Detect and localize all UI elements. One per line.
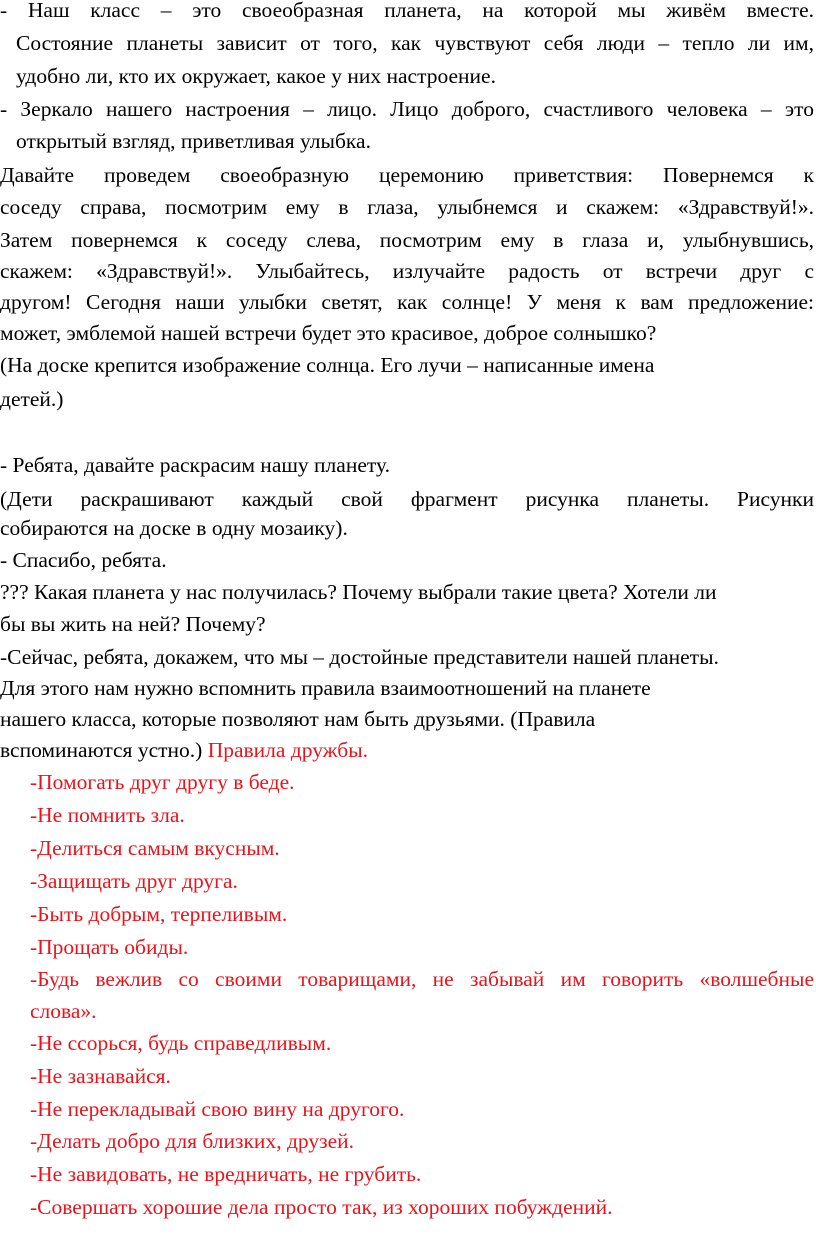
rule-item: -Не зазнавайся.: [30, 1064, 171, 1088]
body-line: -Сейчас, ребята, докажем, что мы – достойные представители нашей планеты.: [0, 645, 719, 669]
rule-item: -Помогать друг другу в беде.: [30, 770, 295, 794]
body-line: - Ребята, давайте раскрасим нашу планету.: [0, 453, 390, 477]
intro-line: открытый взгляд, приветливая улыбка.: [16, 129, 371, 153]
rule-item: -Не ссорься, будь справедливым.: [30, 1031, 332, 1055]
body-line: ??? Какая планета у нас получилась? Почему выбрали такие цвета? Хотели ли: [0, 580, 717, 604]
rules-heading: Правила дружбы.: [207, 738, 369, 762]
rules-intro-text: вспоминаются устно.): [0, 738, 203, 762]
rule-item: -Совершать хорошие дела просто так, из хороших побуждений.: [30, 1195, 613, 1219]
rule-item: -Не завидовать, не вредничать, не грубить.: [30, 1162, 422, 1186]
intro-line: Давайте проведем своеобразную церемонию приветствия: Повернемся к: [0, 163, 814, 187]
intro-line: (На доске крепится изображение солнца. Его лучи – написанные имена: [0, 353, 655, 377]
intro-line: скажем: «Здравствуй!». Улыбайтесь, излучайте радость от встречи друг с: [0, 259, 814, 283]
rule-item: слова».: [30, 999, 97, 1023]
body-line: Для этого нам нужно вспомнить правила взаимоотношений на планете: [0, 676, 651, 700]
intro-line: - Зеркало нашего настроения – лицо. Лицо доброго, счастливого человека – это: [0, 97, 814, 121]
rule-item: -Не перекладывай свою вину на другого.: [30, 1097, 405, 1121]
rule-item: -Делиться самым вкусным.: [30, 836, 280, 860]
rule-item: -Будь вежлив со своими товарищами, не забывай им говорить «волшебные: [30, 967, 814, 991]
body-line: (Дети раскрашивают каждый свой фрагмент рисунка планеты. Рисунки: [0, 487, 814, 511]
body-line: бы вы жить на ней? Почему?: [0, 612, 266, 636]
intro-line: может, эмблемой нашей встречи будет это красивое, доброе солнышко?: [0, 321, 657, 345]
intro-line: - Наш класс – это своеобразная планета, на которой мы живём вместе.: [0, 0, 814, 22]
rules-intro-line: [0, 735, 816, 765]
body-line: - Спасибо, ребята.: [0, 548, 167, 572]
intro-line: детей.): [0, 387, 64, 411]
rule-item: -Защищать друг друга.: [30, 869, 238, 893]
intro-line: соседу справа, посмотрим ему в глаза, улыбнемся и скажем: «Здравствуй!».: [0, 195, 814, 219]
intro-line: удобно ли, кто их окружает, какое у них настроение.: [16, 64, 496, 88]
rule-item: -Быть добрым, терпеливым.: [30, 902, 288, 926]
body-line: собираются на доске в одну мозаику).: [0, 516, 348, 540]
intro-line: другом! Сегодня наши улыбки светят, как солнце! У меня к вам предложение:: [0, 290, 814, 314]
body-line: нашего класса, которые позволяют нам быть друзьями. (Правила: [0, 707, 596, 731]
intro-line: Состояние планеты зависит от того, как чувствуют себя люди – тепло ли им,: [16, 31, 814, 55]
intro-line: Затем повернемся к соседу слева, посмотрим ему в глаза и, улыбнувшись,: [0, 228, 814, 252]
rule-item: -Прощать обиды.: [30, 935, 189, 959]
rule-item: -Не помнить зла.: [30, 803, 185, 827]
rule-item: -Делать добро для близких, друзей.: [30, 1129, 355, 1153]
